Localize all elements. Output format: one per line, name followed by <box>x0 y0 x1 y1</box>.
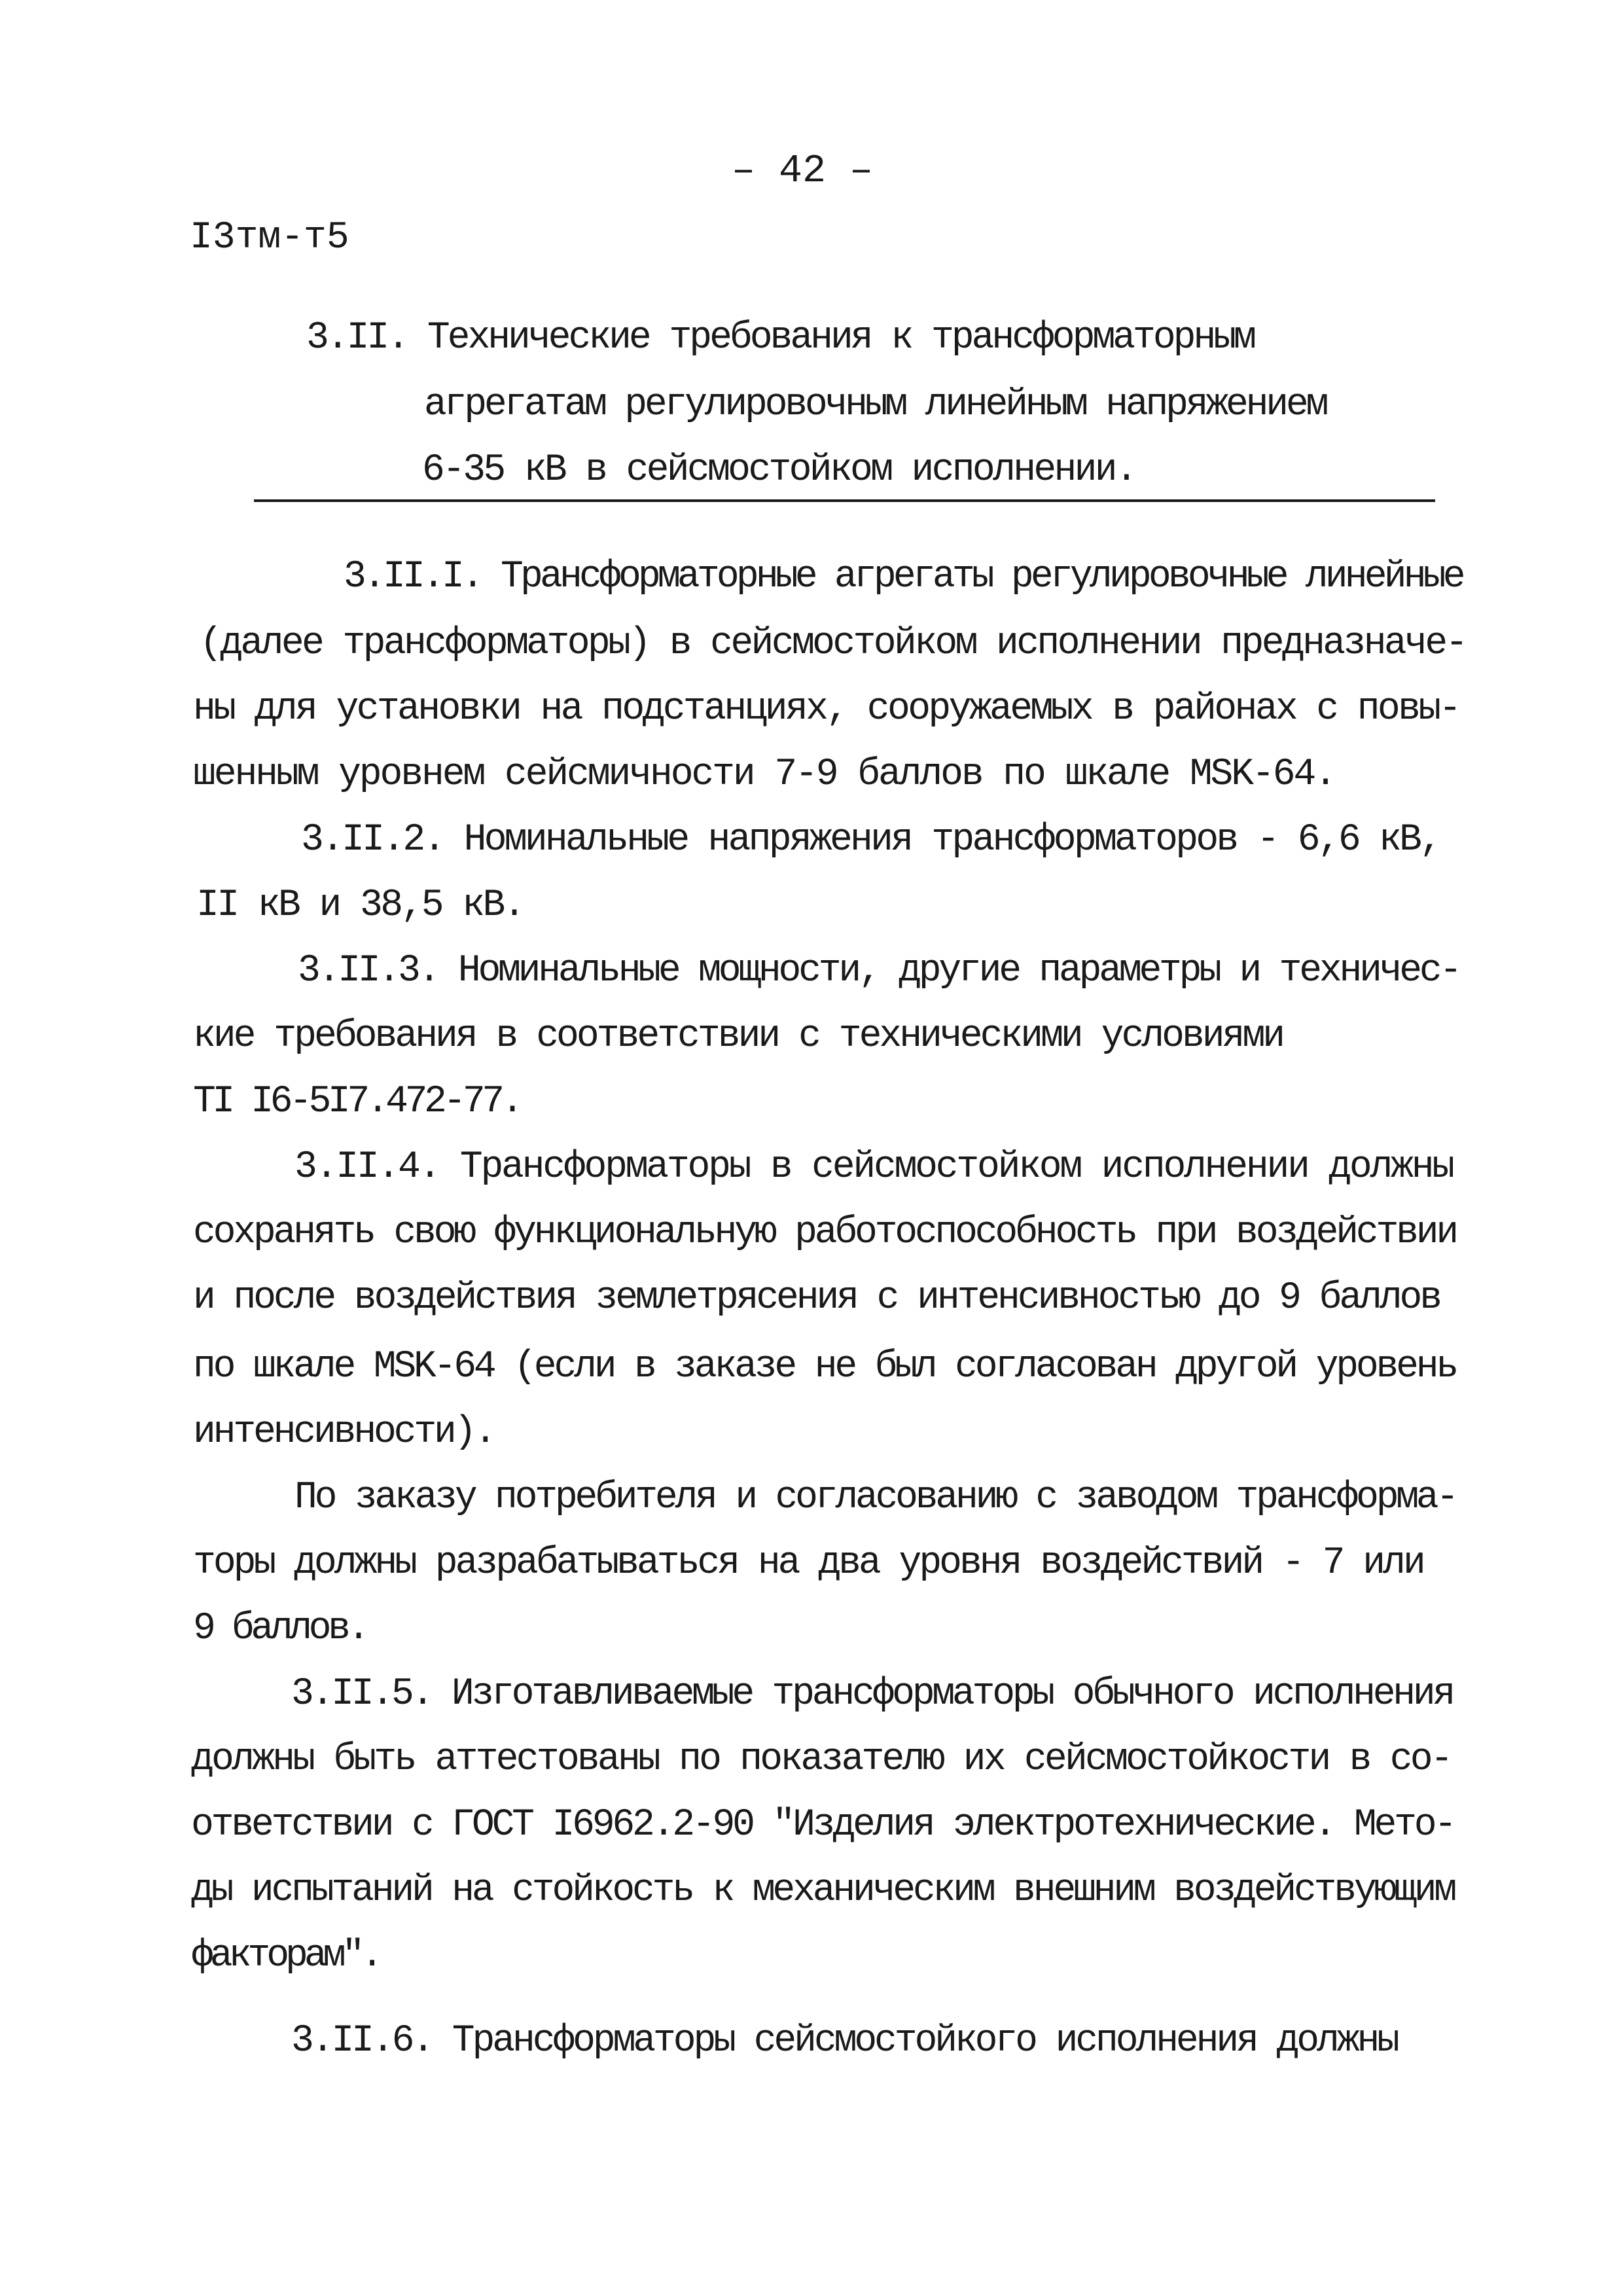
text-line: шенным уровнем сейсмичности 7-9 баллов по шкале MSK-64. <box>193 753 1335 796</box>
text-line: II кВ и 38,5 кВ. <box>196 884 524 927</box>
text-line: факторам". <box>191 1935 380 1977</box>
section-title-line: 6-35 кВ в сейсмостойком исполнении. <box>422 449 1136 492</box>
text-line: ды испытаний на стойкость к механическим внешним воздействующим <box>191 1869 1455 1912</box>
document-code: I3тм-т5 <box>190 217 349 259</box>
page-number: – 42 – <box>732 149 874 194</box>
text-line: 3.II.5. Изготавливаемые трансформаторы обычного исполнения <box>291 1673 1454 1715</box>
text-line: 9 баллов. <box>193 1607 367 1650</box>
text-line: сохранять свою функциональную работоспособность при воздействии <box>193 1211 1457 1254</box>
text-line: ны для установки на подстанциях, сооружаемых в районах с повы- <box>193 688 1459 730</box>
text-line: ТI I6-5I7.472-77. <box>193 1081 521 1123</box>
text-line: 3.II.4. Трансформаторы в сейсмостойком исполнении должны <box>294 1146 1453 1189</box>
text-line: 3.II.3. Номинальные мощности, другие параметры и техничес- <box>298 950 1460 992</box>
text-line: по шкале MSK-64 (если в заказе не был согласован другой уровень <box>193 1346 1457 1388</box>
text-line: 3.II.I. Трансформаторные агрегаты регулировочные линейные <box>344 556 1463 598</box>
heading-underline <box>254 499 1435 502</box>
text-line: ответствии с ГОСТ I6962.2-90 "Изделия электротехнические. Мето- <box>191 1804 1455 1846</box>
text-line: должны быть аттестованы по показателю их сейсмостойкости в со- <box>191 1738 1451 1781</box>
text-line: (далее трансформаторы) в сейсмостойком исполнении предназначе- <box>200 622 1466 665</box>
section-title-line: 3.II. Технические требования к трансформаторным <box>306 317 1254 359</box>
text-line: торы должны разрабатываться на два уровня воздействий - 7 или <box>193 1542 1423 1585</box>
text-line: интенсивности). <box>193 1411 494 1454</box>
text-line: По заказу потребителя и согласованию с заводом трансформа- <box>294 1477 1457 1519</box>
text-line: и после воздействия землетрясения с интенсивностью до 9 баллов <box>193 1277 1440 1319</box>
section-title-line: агрегатам регулировочным линейным напряжением <box>424 384 1327 426</box>
text-line: 3.II.2. Номинальные напряжения трансформаторов - 6,6 кВ, <box>301 819 1440 861</box>
text-line: кие требования в соответствии с техническими условиями <box>193 1015 1283 1058</box>
text-line: 3.II.6. Трансформаторы сейсмостойкого исполнения должны <box>291 2020 1397 2062</box>
